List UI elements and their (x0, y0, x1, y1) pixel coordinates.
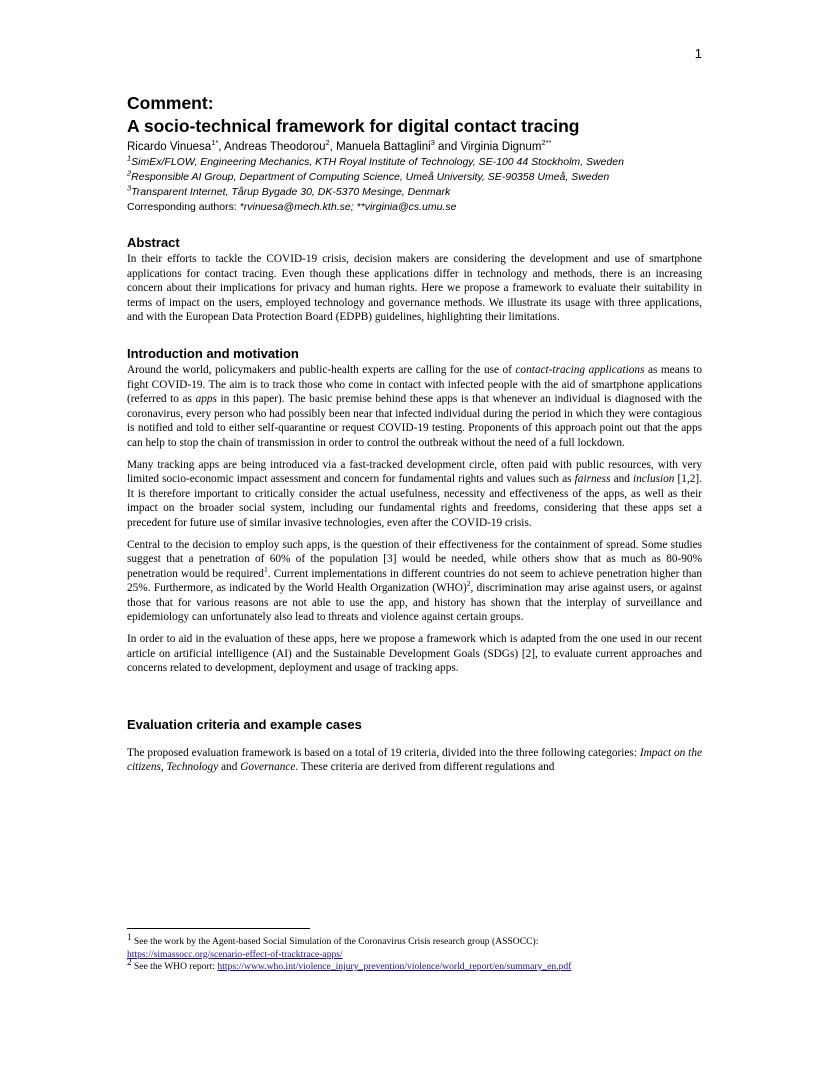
emphasis-text: Technology (166, 761, 219, 774)
footnote-link[interactable]: https://simassocc.org/scenario-effect-of-tracktrace-apps/ (127, 948, 343, 960)
footnote-2 (127, 956, 702, 974)
footnote-link[interactable]: https://www.who.int/violence_injury_prevention/violence/world_report/en/summary_en.pdf (217, 961, 572, 972)
affiliation (127, 170, 702, 185)
intro-paragraph-3: Central to the decision to employ such apps, is the question of their effectiveness for the containment of spread. Some studies suggest that a penetration of 60% of the population [3] would be needed, while others show that as much as 80-90% penetration would be required$^1$. Current implementations in different countries do not seem to achieve penetration higher than 25%. Furthermore, as indicated by the World Health Organization (WHO)$^2$, discrimination may arise against users, or against those that for various reasons are not able to use the app, and history has shown that the interplay of surveillance and epidemiology can unfortunately also lead to threats and violence against certain groups. (127, 538, 703, 624)
footnote-marker: 1 (263, 564, 268, 574)
affiliation-text: Transparent Internet, Tårup Bygade 30, DK-5370 Mesinge, Denmark (131, 186, 451, 198)
abstract-heading: Abstract (127, 235, 180, 250)
footnotes (127, 931, 702, 974)
paper-header (127, 92, 702, 215)
intro-paragraph-2: Many tracking apps are being introduced via a fast-tracked development circle, often paid with public resources, with very limited socio-economic impact assessment and concern for fundamental rights and values such as fairness and inclusion [1,2]. It is therefore important to critically consider the actual usefulness, necessity and effectiveness of the apps, as well as their impact on the broader social system, including our fundamental rights and freedoms, considering that these apps set a precedent for future use of similar invasive technologies, even after the COVID-19 crisis. (127, 458, 703, 529)
affiliation (127, 185, 702, 200)
author-affil-marker: 2 (325, 138, 330, 148)
title-line-1: Comment: (127, 93, 214, 113)
footnote-text: See the work by the Agent-based Social Simulation of the Coronavirus Crisis research group (ASSOCC): (133, 936, 539, 947)
affiliation-text: SimEx/FLOW, Engineering Mechanics, KTH Royal Institute of Technology, SE-100 44 Stockholm, Sweden (131, 156, 624, 168)
page-number: 1 (694, 46, 702, 61)
emphasis-text: Governance (240, 761, 296, 774)
author-name: Ricardo Vinuesa (127, 141, 212, 153)
author-separator: , (329, 141, 337, 153)
intro-paragraph-4: In order to aid in the evaluation of these apps, here we propose a framework which is adapted from the one used in our recent article on artificial intelligence (AI) and the Sustainable Development Goals (SDGs) [2], to evaluate current approaches and concerns related to development, deployment and usage of tracking apps. (127, 633, 702, 675)
author-affil-marker: 3 (430, 138, 435, 148)
footnote-number: 2 (127, 956, 132, 967)
emphasis-text: apps (195, 393, 217, 406)
corresponding-emails: *rvinuesa@mech.kth.se; **virginia@cs.umu.se (239, 201, 457, 213)
intro-heading: Introduction and motivation (127, 345, 299, 361)
author-separator: , (218, 141, 225, 153)
corresponding-authors (127, 200, 702, 215)
footnote-marker: 2 (466, 579, 471, 589)
emphasis-text: Impact on the citizens (127, 746, 702, 774)
title-line-2: A socio-technical framework for digital contact tracing (127, 116, 580, 136)
affiliation-number: 3 (127, 183, 132, 193)
author-list (127, 140, 702, 155)
affiliation-text: Responsible AI Group, Department of Computing Science, Umeå University, SE-90358 Umeå, Sweden (131, 171, 610, 183)
affiliation-number: 1 (127, 153, 132, 163)
author-name: Manuela Battaglini (336, 141, 431, 153)
emphasis-text: contact-tracing applications (515, 363, 645, 376)
abstract-text: In their efforts to tackle the COVID-19 crisis, decision makers are considering the development and use of smartphone applications for contact tracing. Even though these applications differ in technology and methods, there is an increasing concern about their implications for privacy and human rights. Here we propose a framework to evaluate their suitability in terms of impact on the users, employed technology and governance methods. We illustrate its usage with three applications, and with the European Data Protection Board (EDPB) guidelines, highlighting their limitations. (127, 253, 702, 324)
affiliation-number: 2 (127, 168, 132, 178)
author-separator: and (434, 141, 461, 153)
author-affil-marker: 2** (541, 138, 552, 148)
evaluation-paragraph-1: The proposed evaluation framework is based on a total of 19 criteria, divided into the three following categories: Impact on the citizens, Technology and Governance. These criteria are derived from different regulations and (127, 746, 702, 774)
intro-paragraph-1: Around the world, policymakers and public-health experts are calling for the use of contact-tracing applications as means to fight COVID-19. The aim is to track those who come in contact with infected people with the aid of smartphone applications (referred to as apps in this paper). The basic premise behind these apps is that whenever an individual is diagnosed with the coronavirus, every person who had possibly been near that infected individual during the period in which they were contagious is notified and told to either self-quarantine or request COVID-19 testing. Proponents of this approach point out that the apps can help to stop the chain of transmission in order to control the outbreak without the need of a full lockdown. (127, 363, 703, 449)
footnote-divider (127, 928, 310, 929)
author-name: Andreas Theodorou (224, 141, 326, 153)
evaluation-heading: Evaluation criteria and example cases (127, 716, 362, 732)
paper-body (127, 234, 702, 775)
emphasis-text: inclusion (633, 473, 675, 486)
corresponding-label: Corresponding authors: (127, 201, 240, 213)
footnote-number: 1 (127, 931, 132, 942)
affiliation (127, 155, 702, 170)
author-name: Virginia Dignum (460, 141, 542, 153)
emphasis-text: fairness (574, 473, 611, 486)
footnote-1 (127, 931, 702, 961)
author-affil-marker: 1* (211, 138, 219, 148)
footnote-text: See the WHO report: (133, 961, 218, 972)
